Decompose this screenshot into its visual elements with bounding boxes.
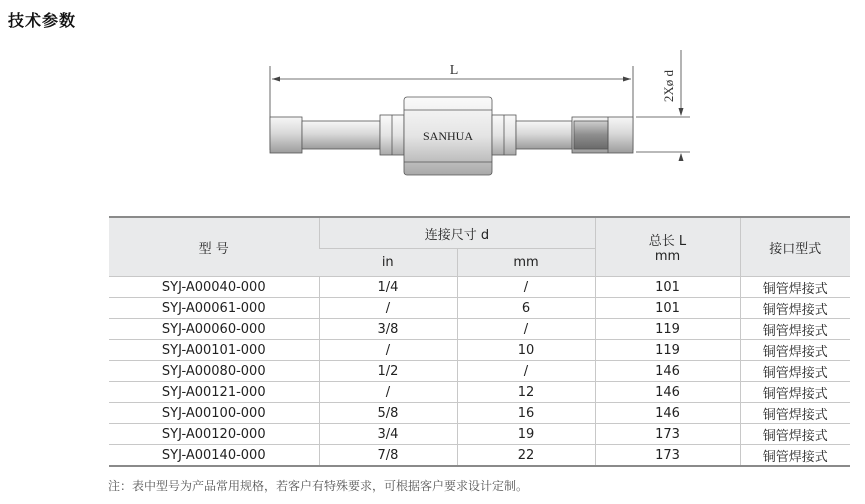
- cell-length: 101: [595, 277, 740, 298]
- cell-model: SYJ-A00120-000: [109, 424, 319, 445]
- cell-type: 铜管焊接式: [740, 319, 850, 340]
- table-row: [109, 361, 850, 382]
- cell-model: SYJ-A00121-000: [109, 382, 319, 403]
- cell-type: 铜管焊接式: [740, 340, 850, 361]
- left-pipe: [302, 121, 380, 149]
- cell-model: SYJ-A00040-000: [109, 277, 319, 298]
- table-row: [109, 403, 850, 424]
- cell-mm: /: [457, 361, 595, 382]
- cell-type: 铜管焊接式: [740, 361, 850, 382]
- table-row: [109, 424, 850, 445]
- spec-table: [109, 216, 850, 467]
- table-row: [109, 382, 850, 403]
- header-total-length: [595, 217, 740, 277]
- brand-label: SANHUA: [422, 129, 474, 143]
- cell-mm: /: [457, 319, 595, 340]
- footnote: 注：表中型号为产品常用规格，若客户有特殊要求，可根据客户要求设计定制。: [108, 479, 529, 493]
- table-row: [109, 340, 850, 361]
- left-nut: [380, 115, 404, 155]
- cell-type: 铜管焊接式: [740, 445, 850, 467]
- cell-length: 173: [595, 445, 740, 467]
- cell-in: 1/4: [319, 277, 457, 298]
- cell-model: SYJ-A00101-000: [109, 340, 319, 361]
- header-total-length-unit: mm: [654, 249, 681, 264]
- sight-glass-drawing: [0, 0, 865, 210]
- cell-length: 119: [595, 340, 740, 361]
- cell-type: 铜管焊接式: [740, 403, 850, 424]
- cell-mm: /: [457, 277, 595, 298]
- dimension-diameter: [636, 50, 690, 161]
- cell-mm: 6: [457, 298, 595, 319]
- cell-type: 铜管焊接式: [740, 382, 850, 403]
- cell-model: SYJ-A00060-000: [109, 319, 319, 340]
- cell-in: /: [319, 382, 457, 403]
- table-row: [109, 277, 850, 298]
- cell-mm: 19: [457, 424, 595, 445]
- cell-length: 146: [595, 403, 740, 424]
- cell-in: 5/8: [319, 403, 457, 424]
- cell-length: 173: [595, 424, 740, 445]
- cell-mm: 22: [457, 445, 595, 467]
- cell-in: 3/4: [319, 424, 457, 445]
- right-nut: [492, 115, 516, 155]
- header-model: 型 号: [109, 217, 319, 277]
- cell-type: 铜管焊接式: [740, 298, 850, 319]
- header-connection-type: 接口型式: [740, 217, 850, 277]
- cell-length: 146: [595, 382, 740, 403]
- cell-model: SYJ-A00061-000: [109, 298, 319, 319]
- cell-model: SYJ-A00100-000: [109, 403, 319, 424]
- cell-model: SYJ-A00080-000: [109, 361, 319, 382]
- cell-in: 3/8: [319, 319, 457, 340]
- header-total-length-label: 总长 L: [648, 234, 687, 249]
- cell-type: 铜管焊接式: [740, 277, 850, 298]
- table-row: [109, 445, 850, 467]
- cell-mm: 12: [457, 382, 595, 403]
- cell-model: SYJ-A00140-000: [109, 445, 319, 467]
- cell-mm: 16: [457, 403, 595, 424]
- right-fitting-cutaway: [572, 117, 633, 153]
- table-row: [109, 298, 850, 319]
- left-fitting: [270, 117, 302, 153]
- table-row: [109, 319, 850, 340]
- length-label: L: [449, 63, 459, 78]
- section-title: 技术参数: [8, 11, 77, 30]
- cell-in: /: [319, 298, 457, 319]
- cell-type: 铜管焊接式: [740, 424, 850, 445]
- header-unit-mm: mm: [457, 249, 595, 277]
- cell-length: 119: [595, 319, 740, 340]
- cell-in: 1/2: [319, 361, 457, 382]
- cell-length: 101: [595, 298, 740, 319]
- cell-in: 7/8: [319, 445, 457, 467]
- cell-mm: 10: [457, 340, 595, 361]
- diameter-label: 2Xø d: [661, 69, 676, 103]
- cell-length: 146: [595, 361, 740, 382]
- cell-in: /: [319, 340, 457, 361]
- header-unit-in: in: [319, 249, 457, 277]
- right-pipe: [516, 121, 572, 149]
- header-connection-size: 连接尺寸 d: [319, 217, 595, 249]
